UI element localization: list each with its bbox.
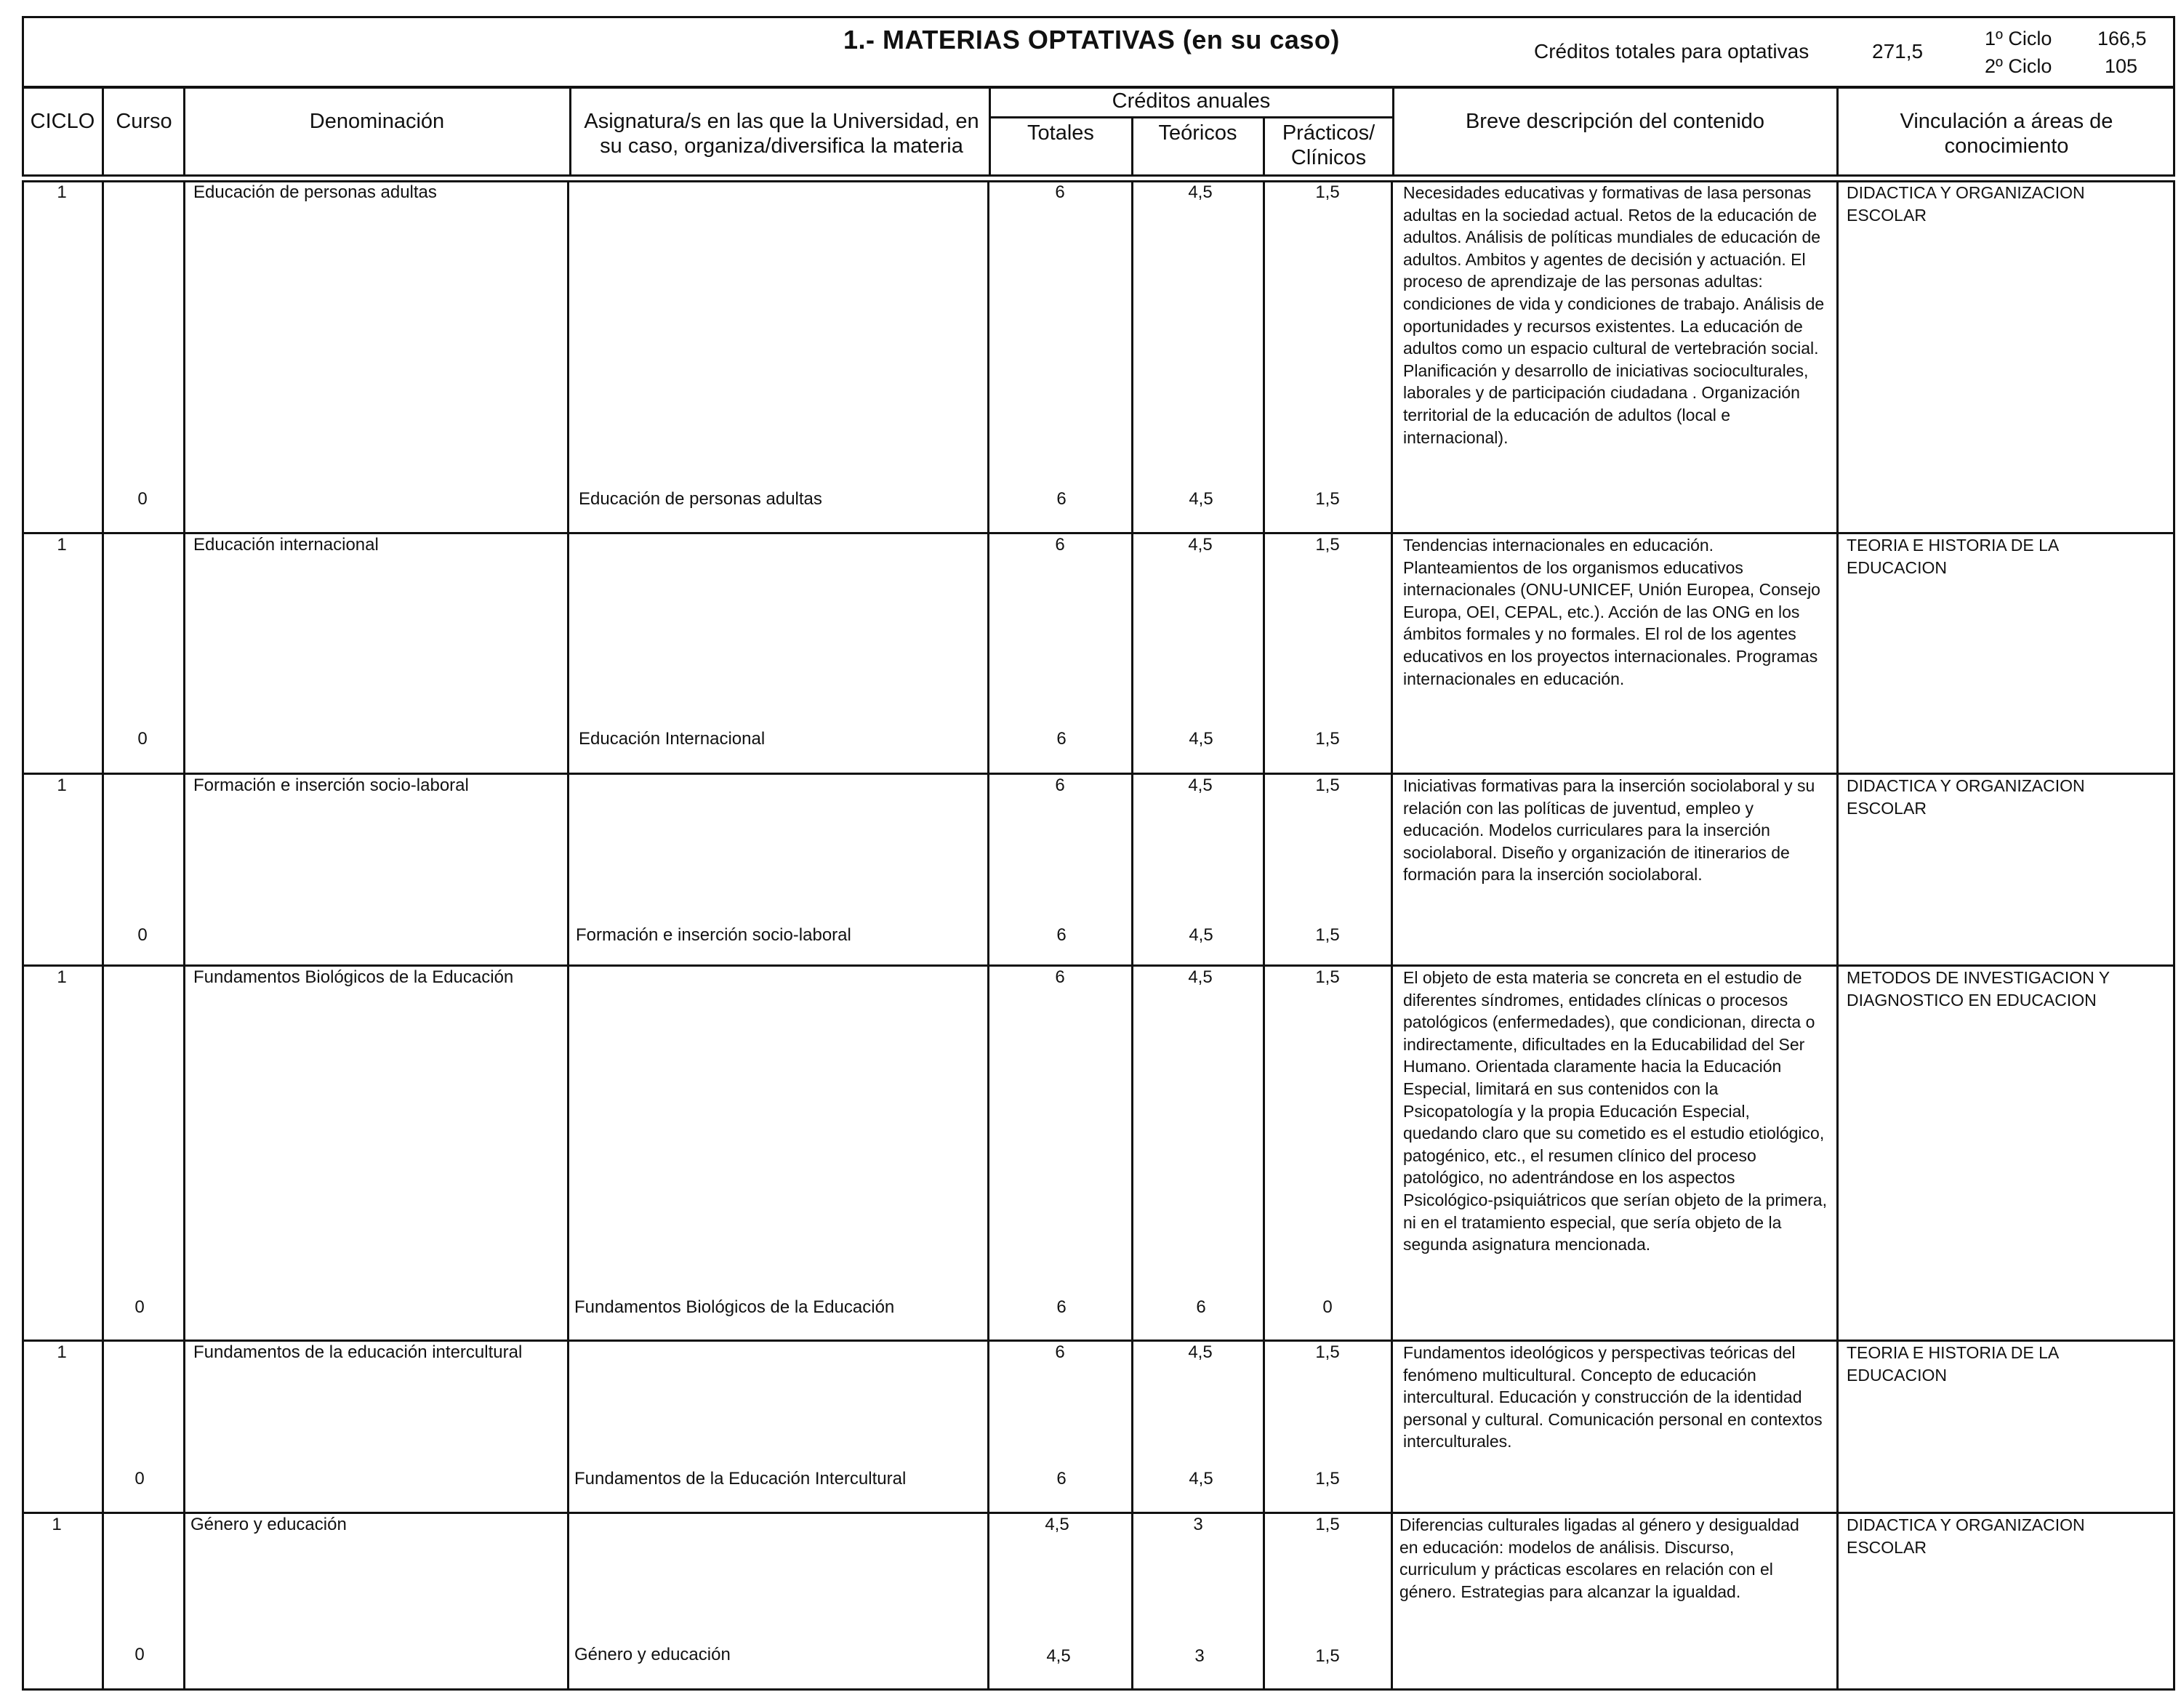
ciclo-cell: 1 [57,182,67,202]
totales-cell: 4,5 [1045,1515,1069,1534]
sub-practicos-cell: 1,5 [1315,729,1340,749]
sub-totales-cell: 6 [1056,1297,1067,1317]
curso-cell: 0 [137,729,148,749]
ciclo-cell: 1 [57,776,67,795]
header-vinculacion: Vinculación a áreas de conocimiento [1900,110,2113,158]
area-cell: TEORIA E HISTORIA DE LA EDUCACION [1847,1343,2059,1385]
descripcion-cell: Necesidades educativas y formativas de lasa personas adultas en la sociedad actual. Retos de la educación de adultos. Análisis de políticas mundiales de educación de adultos. Ambitos y agentes de decisión y actuación. El proceso de aprendizaje de las personas adultas: condiciones de vida y condiciones de trabajo. Análisis de oportunidades y recursos existentes. La educación de adultos como un espacio cultural de vertebración social. Planificación y desarrollo de iniciativas socioculturales, laborales y de participación ciudadana . Organización territorial de la educación de adultos (local e internacional). [1403,183,1825,447]
denominacion-cell: Fundamentos de la educación intercultural [193,1342,523,1362]
ciclo-cell: 1 [57,1342,67,1362]
curso-cell: 0 [137,925,148,945]
credits-total: 271,5 [1872,40,1924,63]
teoricos-cell: 4,5 [1188,967,1213,987]
header-descripcion: Breve descripción del contenido [1465,110,1765,133]
header-denominacion: Denominación [309,110,445,133]
sub-teoricos-cell: 6 [1196,1297,1206,1317]
header-creditos: Créditos anuales [1112,89,1271,113]
header-asignatura: Asignatura/s en las que la Universidad, en su caso, organiza/diversifica la materia [584,110,979,158]
sub-practicos-cell: 0 [1322,1297,1333,1317]
header-curso: Curso [116,110,172,133]
sub-totales-cell: 6 [1056,489,1067,509]
sub-teoricos-cell: 3 [1194,1646,1205,1666]
sub-teoricos-cell: 4,5 [1189,729,1213,749]
totales-cell: 6 [1055,967,1065,987]
header-practicos: Prácticos/ Clínicos [1282,121,1375,169]
credits-label: Créditos totales para optativas [1534,40,1810,63]
practicos-cell: 1,5 [1315,182,1340,202]
teoricos-cell: 4,5 [1188,535,1213,555]
cycle2-label: 2º Ciclo [1985,55,2052,77]
asignatura-cell: Formación e inserción socio-laboral [576,925,851,945]
totales-cell: 6 [1055,535,1065,555]
asignatura-cell: Educación Internacional [579,729,766,749]
area-cell: DIDACTICA Y ORGANIZACION ESCOLAR [1847,1515,2085,1557]
area-cell: DIDACTICA Y ORGANIZACION ESCOLAR [1847,776,2085,818]
ciclo-cell: 1 [57,535,67,555]
sub-practicos-cell: 1,5 [1315,1469,1340,1489]
descripcion-cell: El objeto de esta materia se concreta en el estudio de diferentes síndromes, entidades clínicas o procesos patológicos (enfermedades), que condicionan, directa o indirectamente, dificultades en la Educabilidad del Ser Humano. Orientada claramente hacia la Educación Especial, limitará en sus contenidos con la Psicopatología y la propia Educación Especial, quedando claro que su cometido es el estudio etiológico, patogénico, etc., el resumen clínico del proceso patológico, no adentrándose en los aspectos Psicológico-psiquiátricos que serían objeto de la primera, ni en el tratamiento especial, que sería objeto de la segunda asignatura mencionada. [1403,968,1827,1254]
sub-practicos-cell: 1,5 [1315,1646,1340,1666]
sub-totales-cell: 6 [1056,729,1067,749]
sub-teoricos-cell: 4,5 [1189,1469,1213,1489]
descripcion-cell: Fundamentos ideológicos y perspectivas teóricas del fenómeno multicultural. Concepto de educación intercultural. Educación y construcción de la identidad personal y cultural. Comunicación personal en contextos interculturales. [1403,1343,1823,1451]
table-body-frame [22,180,2175,1691]
asignatura-cell: Género y educación [574,1645,731,1664]
sub-practicos-cell: 1,5 [1315,925,1340,945]
curso-cell: 0 [137,489,148,509]
curso-cell: 0 [134,1469,145,1489]
area-cell: TEORIA E HISTORIA DE LA EDUCACION [1847,536,2059,577]
header-ciclo: CICLO [30,110,95,133]
denominacion-cell: Género y educación [190,1515,347,1534]
denominacion-cell: Educación de personas adultas [193,182,437,202]
cycle1-value: 166,5 [2097,28,2147,49]
descripcion-cell: Diferencias culturales ligadas al género y desigualdad en educación: modelos de análisis. Discurso, curriculum y prácticas escolares en relación con el género. Estrategias para alcanzar la igualdad. [1399,1515,1799,1601]
practicos-cell: 1,5 [1315,1515,1340,1534]
teoricos-cell: 4,5 [1188,182,1213,202]
curso-cell: 0 [134,1297,145,1317]
page-title: 1.- MATERIAS OPTATIVAS (en su caso) [843,25,1340,55]
area-cell: METODOS DE INVESTIGACION Y DIAGNOSTICO EN EDUCACION [1847,968,2110,1010]
asignatura-cell: Fundamentos Biológicos de la Educación [574,1297,895,1317]
sub-practicos-cell: 1,5 [1315,489,1340,509]
denominacion-cell: Fundamentos Biológicos de la Educación [193,967,514,987]
header-totales: Totales [1027,121,1094,145]
curso-cell: 0 [134,1645,145,1664]
teoricos-cell: 4,5 [1188,776,1213,795]
header-teoricos: Teóricos [1158,121,1237,145]
sub-teoricos-cell: 4,5 [1189,489,1213,509]
practicos-cell: 1,5 [1315,776,1340,795]
totales-cell: 6 [1055,1342,1065,1362]
practicos-cell: 1,5 [1315,967,1340,987]
ciclo-cell: 1 [57,967,67,987]
totales-cell: 6 [1055,182,1065,202]
asignatura-cell: Educación de personas adultas [579,489,822,509]
ciclo-cell: 1 [52,1515,62,1534]
cycle1-label: 1º Ciclo [1985,28,2052,49]
sub-totales-cell: 4,5 [1046,1646,1071,1666]
denominacion-cell: Formación e inserción socio-laboral [193,776,469,795]
area-cell: DIDACTICA Y ORGANIZACION ESCOLAR [1847,183,2085,225]
teoricos-cell: 3 [1193,1515,1203,1534]
asignatura-cell: Fundamentos de la Educación Intercultural [574,1469,907,1489]
denominacion-cell: Educación internacional [193,535,379,555]
sub-teoricos-cell: 4,5 [1189,925,1213,945]
practicos-cell: 1,5 [1315,1342,1340,1362]
practicos-cell: 1,5 [1315,535,1340,555]
totales-cell: 6 [1055,776,1065,795]
sub-totales-cell: 6 [1056,925,1067,945]
descripcion-cell: Iniciativas formativas para la inserción sociolaboral y su relación con las políticas de juventud, empleo y educación. Modelos curriculares para la inserción sociolaboral. Diseño y organización de itinerarios de formación para la inserción sociolaboral. [1403,776,1815,885]
teoricos-cell: 4,5 [1188,1342,1213,1362]
cycle2-value: 105 [2105,55,2138,77]
sub-totales-cell: 6 [1056,1469,1067,1489]
descripcion-cell: Tendencias internacionales en educación. Planteamientos de los organismos educativos internacionales (ONU-UNICEF, Unión Europea, Consejo Europa, OEI, CEPAL, etc.). Acción de las ONG en los ámbitos formales y no formales. El rol de los agentes educativos en los proyectos internacionales. Programas internacionales en educación. [1403,536,1820,688]
